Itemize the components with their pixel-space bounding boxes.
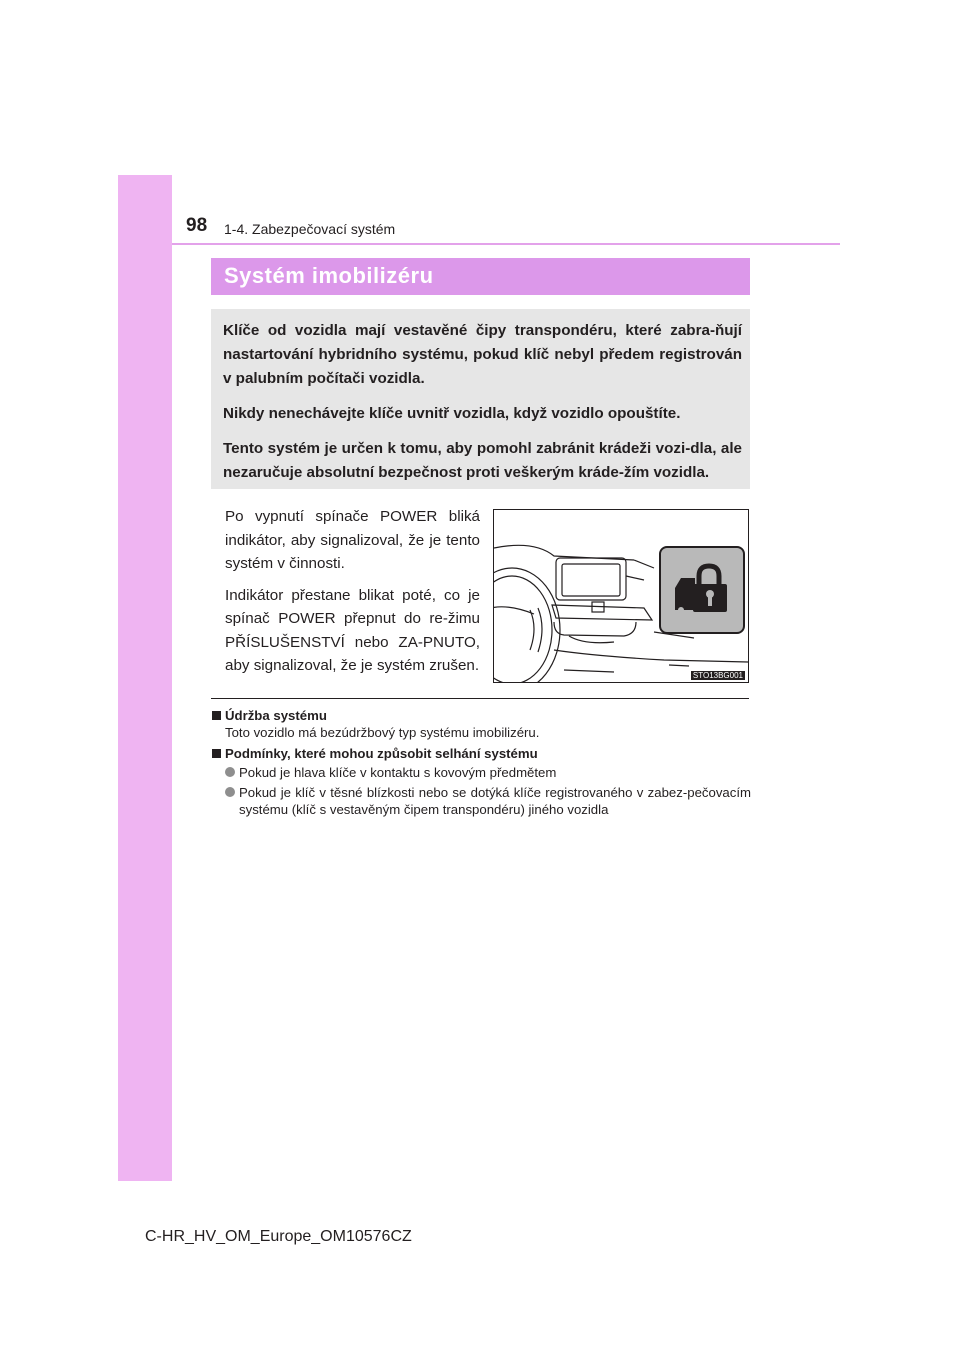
security-lock-indicator-icon [659,546,745,634]
note-heading-maintenance: Údržba systému [211,707,751,724]
list-item: Pokud je hlava klíče v kontaktu s kovovým předmětem [211,764,751,781]
section-divider [211,698,749,699]
intro-box [211,309,750,489]
note-text-maintenance: Toto vozidlo má bezúdržbový typ systému imobilizéru. [225,725,540,740]
topic-title: Systém imobilizéru [224,263,434,288]
section-title: 1-4. Zabezpečovací systém [224,221,396,237]
side-tab [118,175,172,1181]
header-rule [172,243,840,245]
intro-paragraph-1: Klíče od vozidla mají vestavěné čipy transpondéru, které zabra-ňují nastartování hybridního systému, pokud klíč nebyl předem registrován v palubním počítači vozidla. [223,322,742,387]
page-number: 98 [186,215,208,236]
list-item: Pokud je klíč v těsné blízkosti nebo se dotýká klíče registrovaného v zabez-pečovacím systému (klíč s vestavěným čipem transpondéru) jiného vozidla [211,784,751,818]
topic-banner [211,258,750,295]
document-id: C-HR_HV_OM_Europe_OM10576CZ [145,1228,412,1245]
note-heading-failure-conditions: Podmínky, které mohou způsobit selhání systému [211,745,751,762]
notes-section [211,705,751,821]
dashboard-figure [493,509,749,683]
body-paragraph-1: Po vypnutí spínače POWER bliká indikátor, aby signalizoval, že je tento systém v činnosti. [225,508,480,572]
body-paragraph-2: Indikátor přestane blikat poté, co je spínač POWER přepnut do re-žimu PŘÍSLUŠENSTVÍ nebo ZA-PNUTO, aby signalizoval, že je systém zrušen. [225,586,480,674]
intro-paragraph-2: Nikdy nenechávejte klíče uvnitř vozidla, když vozidlo opouštíte. [223,405,681,422]
body-text [225,505,480,686]
intro-paragraph-3: Tento systém je určen k tomu, aby pomohl zabránit krádeži vozi-dla, ale nezaručuje absolutní bezpečnost proti veškerým kráde-žím vozidla. [223,440,742,481]
figure-code: STO13BG001 [692,671,743,680]
lock-glyph-icon [661,548,743,632]
